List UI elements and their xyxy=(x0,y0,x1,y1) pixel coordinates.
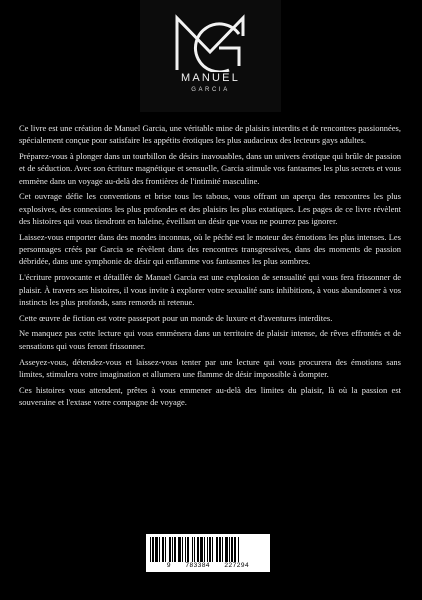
logo-subtitle: GARCIA xyxy=(191,87,230,93)
paragraph: Cette œuvre de fiction est votre passeport pour un monde de luxure et d'aventures interdites. xyxy=(19,312,333,323)
mg-monogram-icon xyxy=(173,14,248,72)
barcode-bar xyxy=(169,537,171,562)
logo-name: MANUEL xyxy=(180,72,241,84)
barcode-bar xyxy=(172,537,173,562)
barcode-bar xyxy=(162,537,164,562)
barcode-bar xyxy=(234,537,236,562)
barcode-digit-group: 783384 xyxy=(185,562,211,569)
barcode-bar xyxy=(194,537,195,562)
paragraph: L'écriture provocante et détaillée de Manuel Garcia est une explosion de sensualité qui vous fera frissonner de plaisir. À travers ses histoires, il vous invite à explorer votre sexualité sans inhibitions, à vous abandonner à vos instincts les plus profonds, sans remords ni retenue. xyxy=(19,272,401,307)
isbn-barcode xyxy=(146,534,270,572)
barcode-digit-prefix: 9 xyxy=(166,562,172,569)
barcode-digit-group: 227294 xyxy=(224,562,250,569)
barcode-bars xyxy=(150,537,266,562)
barcode-bar xyxy=(222,537,223,562)
barcode-bar xyxy=(185,537,186,562)
barcode-digits xyxy=(146,562,270,569)
back-cover-text xyxy=(19,122,401,412)
barcode-bar xyxy=(216,537,218,562)
barcode-bar xyxy=(192,537,193,562)
paragraph: Cet ouvrage défie les conventions et brise tous les tabous, vous offrant un aperçu des rencontres les plus explosives, des connexions les plus profondes et des plaisirs les plus extatiques. Les pages de ce livre révèlent des histoires qui vous tiendront en haleine, éveillant un désir que vous ne pourrez pas ignorer. xyxy=(19,191,401,227)
barcode-bar xyxy=(152,537,154,562)
barcode-bar xyxy=(229,537,230,562)
paragraph: Laissez-vous emporter dans des mondes inconnus, où le péché est le moteur des émotions les plus intenses. Les personnages créés par Garcia se révèlent dans des rencontres transgressives, dans des moments de passion débridée, dans une symphonie de désir qui enflamme vos fantasmes les plus sombres. xyxy=(19,231,401,267)
barcode-bar xyxy=(178,537,181,562)
barcode-bar xyxy=(155,537,158,562)
paragraph: Ces histoires vous attendent, prêtes à vous emmener au-delà des limites du plaisir, là où la passion est souveraine et l'extase votre compagne de voyage. xyxy=(19,384,401,407)
barcode-bar xyxy=(159,537,160,562)
paragraph: Asseyez-vous, détendez-vous et laissez-vous tenter par une lecture qui vous procurera des émotions sans limites, stimulera votre imagination et allumera une flamme de désir impossible à dompter. xyxy=(19,356,401,379)
barcode-bar xyxy=(165,537,166,562)
barcode-bar xyxy=(209,537,211,562)
barcode-bar xyxy=(207,537,208,562)
barcode-bar xyxy=(174,537,176,562)
barcode-bar xyxy=(182,537,183,562)
barcode-bar xyxy=(225,537,228,562)
barcode-bar xyxy=(219,537,221,562)
paragraph: Ne manquez pas cette lecture qui vous emmènera dans un territoire de plaisir intense, de rêves effrontés et de sensations qui vous feront frissonner. xyxy=(19,328,401,351)
barcode-bar xyxy=(231,537,233,562)
barcode-bar xyxy=(187,537,189,562)
barcode-bar xyxy=(197,537,199,562)
barcode-bar xyxy=(212,537,213,562)
paragraph: Ce livre est une création de Manuel Garcia, une véritable mine de plaisirs interdits et de rencontres passionnées, spécialement conçue pour satisfaire les appétits érotiques les plus audacieux des lecteurs gays adultes. xyxy=(19,123,401,146)
barcode-bar xyxy=(200,537,203,562)
barcode-bar xyxy=(150,537,151,562)
paragraph: Préparez-vous à plonger dans un tourbillon de désirs inavouables, dans un univers érotique qui brûle de passion et de séduction. Avec son écriture magnétique et sensuelle, Garcia stimule vos fantasmes les plus secrets et vous emmène dans un voyage au-delà des frontières de l'intimité masculine. xyxy=(19,151,401,186)
author-logo xyxy=(140,0,281,112)
barcode-bar xyxy=(238,537,239,562)
barcode-bar xyxy=(204,537,205,562)
